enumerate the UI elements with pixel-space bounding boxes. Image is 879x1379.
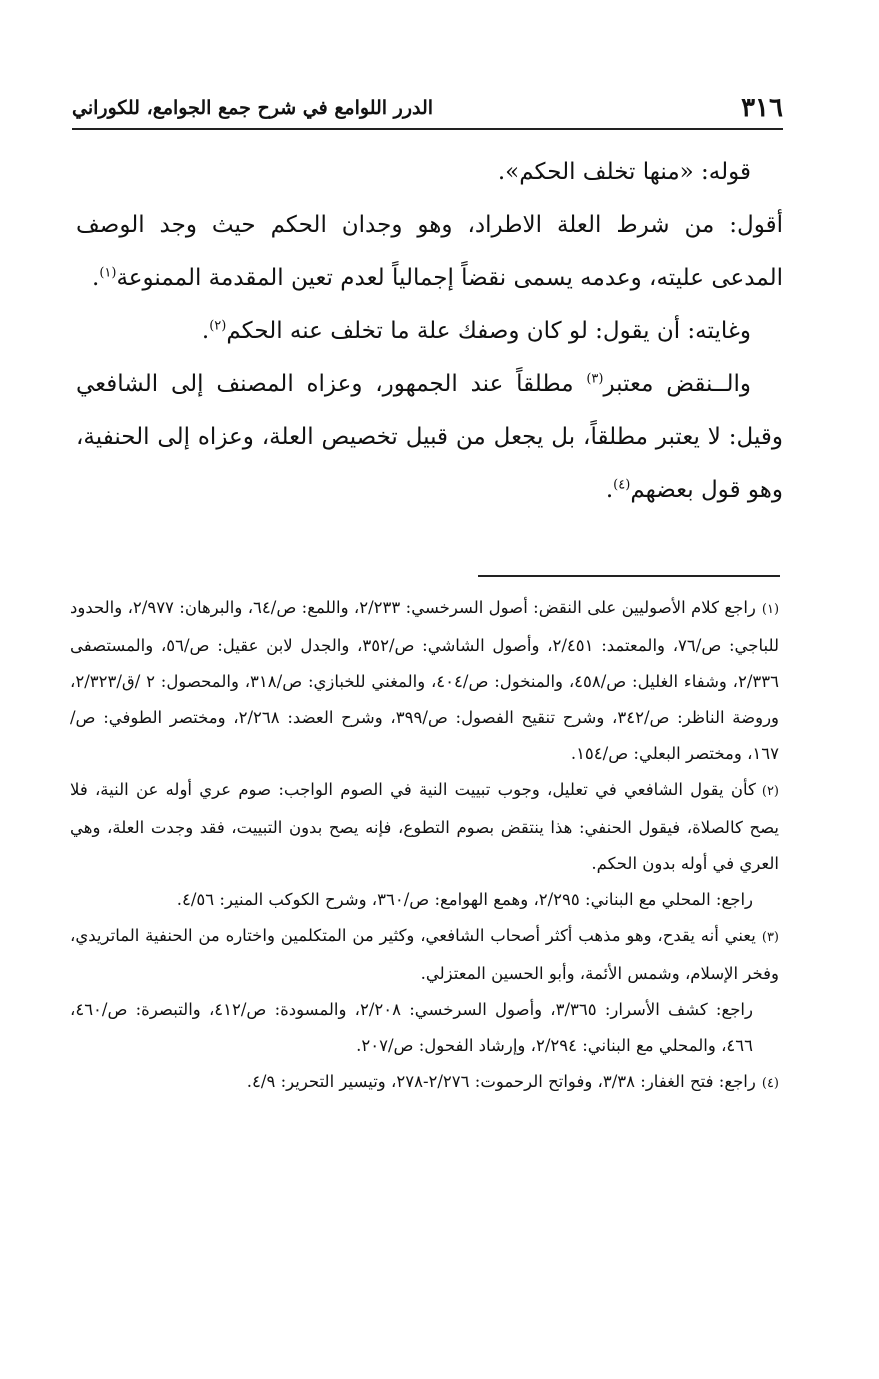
paragraph-4-end: . [605, 477, 614, 503]
footnote-4 [70, 1064, 779, 1102]
footnote-1 [70, 590, 779, 772]
footnote-2 [70, 772, 779, 882]
paragraph-4-text-b: مطلقاً عند الجمهور، وعزاه المصنف إلى الشافعي وقيل: لا يعتبر مطلقاً، بل يجعل من قبيل تخصيص العلة، وعزاه إلى الحنفية، وهو قول بعضهم [76, 371, 783, 503]
paragraph-2-text: أقول: من شرط العلة الاطراد، وهو وجدان الحكم حيث وجد الوصف المدعى عليته، وعدمه يسمى نقضاً إجمالياً لعدم تعين المقدمة الممنوعة [76, 212, 784, 291]
footnote-ref-3: (٣) [586, 371, 604, 387]
footnote-2-reference: راجع: المحلي مع البناني: ٢/٢٩٥، وهمع الهوامع: ص/٣٦٠، وشرح الكوكب المنير: ٤/٥٦. [176, 890, 753, 909]
paragraph-1: قوله: «منها تخلف الحكم». [497, 159, 751, 185]
page-number: ٣١٦ [741, 93, 783, 123]
paragraph-4 [76, 358, 783, 517]
footnotes [70, 590, 779, 1102]
running-title: الدرر اللوامع في شرح جمع الجوامع، للكوراني [72, 97, 434, 119]
footnote-3-text: يعني أنه يقدح، وهو مذهب أكثر أصحاب الشافعي، وكثير من المتكلمين واختاره من الحنفية الماتريدي، وفخر الإسلام، وشمس الأئمة، وأبو الحسين المعتزلي. [70, 926, 779, 983]
footnote-separator [478, 575, 780, 577]
footnote-1-text: راجع كلام الأصوليين على النقض: أصول السرخسي: ٢/٢٣٣، واللمع: ص/٦٤، والبرهان: ٢/٩٧٧، والحدود للباجي: ص/٧٦، والمعتمد: ٢/٤٥١، وأصول الشاشي: ص/٣٥٢، والجدل لابن عقيل: ص/٥٦، والمستصفى ٢/٣٣٦، وشفاء الغليل: ص/٤٥٨، والمنخول: ص/٤٠٤، والمغني للخبازي: ص/٣١٨، والمحصول: ٢ /ق/٢/٣٢٣، وروضة الناظر: ص/٣٤٢، وشرح تنقيح الفصول: ص/٣٩٩، وشرح العضد: ٢/٢٦٨، ومختصر الطوفي: ص/١٦٧، ومختصر البعلي: ص/١٥٤. [70, 598, 780, 763]
footnote-3-number: (٣) [761, 930, 779, 945]
paragraph-2 [76, 199, 783, 305]
paragraph-3-end: . [201, 318, 210, 344]
paragraph-2-end: . [92, 265, 100, 291]
main-text [76, 146, 783, 517]
paragraph-4-text-a: والــنقض معتبر [603, 371, 751, 397]
footnote-3-reference: راجع: كشف الأسرار: ٣/٣٦٥، وأصول السرخسي: ٢/٢٠٨، والمسودة: ص/٤١٢، والتبصرة: ص/٤٦٠، ٤٦٦، والمحلي مع البناني: ٢/٢٩٤، وإرشاد الفحول: ص/٢٠٧. [70, 1000, 753, 1055]
page-header [72, 88, 783, 130]
footnote-4-text: راجع: فتح الغفار: ٣/٣٨، وفواتح الرحموت: ٢/٢٧٦-٢٧٨، وتيسير التحرير: ٤/٩. [246, 1072, 756, 1091]
paragraph-3 [76, 305, 783, 358]
footnote-ref-4: (٤) [613, 477, 631, 493]
footnote-4-number: (٤) [761, 1076, 779, 1091]
footnote-ref-2: (٢) [209, 318, 227, 334]
footnote-1-number: (١) [761, 602, 780, 617]
footnote-ref-1: (١) [99, 265, 117, 281]
paragraph-3-text: وغايته: أن يقول: لو كان وصفك علة ما تخلف عنه الحكم [226, 318, 751, 344]
footnote-2-text: كأن يقول الشافعي في تعليل، وجوب تبييت النية في الصوم الواجب: صوم عري أوله عن النية، فلا يصح كالصلاة، فيقول الحنفي: هذا ينتقض بصوم التطوع، فإنه يصح بدون التبييت، فقد وجدت العلة، وهي العري في أوله بدون الحكم. [70, 780, 779, 873]
footnote-3 [70, 918, 779, 992]
footnote-2-number: (٢) [761, 784, 779, 799]
